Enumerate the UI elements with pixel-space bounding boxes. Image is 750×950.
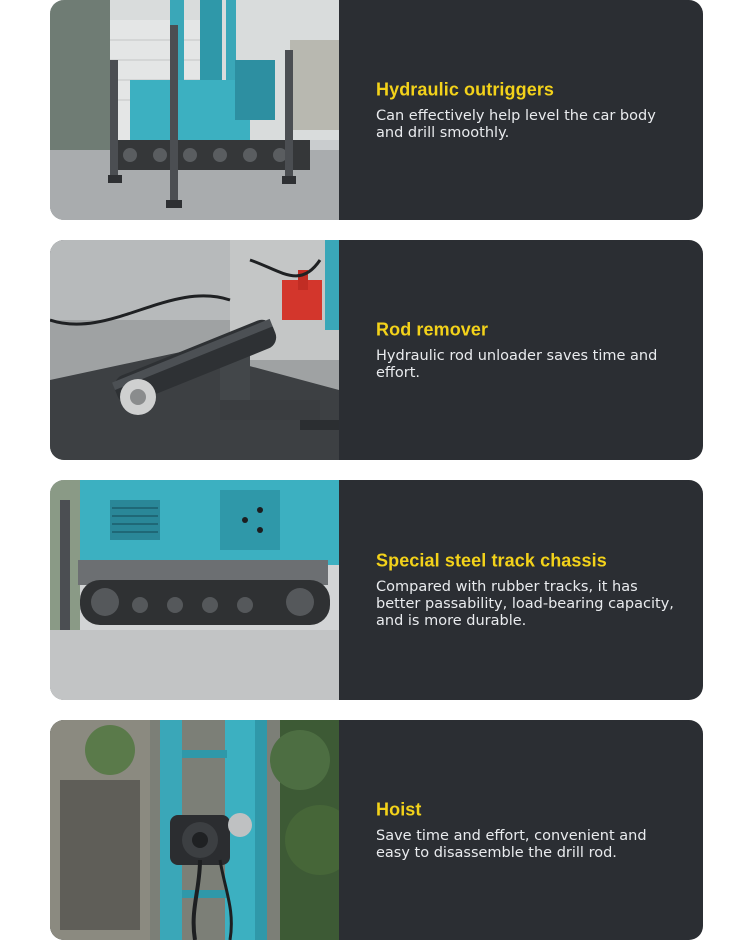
steel-track-chassis-photo (50, 480, 339, 700)
feature-title: Rod remover (376, 317, 489, 339)
feature-card-hoist (50, 720, 703, 940)
feature-card-hydraulic-outriggers (50, 0, 703, 220)
drill-rig-outriggers-photo (50, 0, 339, 220)
feature-card-rod-remover (50, 240, 703, 460)
feature-description: Save time and effort, convenient and easy to disassemble the drill rod. (376, 827, 647, 861)
feature-text (376, 480, 675, 700)
feature-text (376, 720, 675, 940)
feature-title: Hydraulic outriggers (376, 77, 555, 99)
feature-description: Compared with rubber tracks, it has better passability, load-bearing capacity, and is more durable. (376, 579, 674, 629)
feature-title: Hoist (376, 797, 422, 819)
feature-description: Hydraulic rod unloader saves time and effort. (376, 347, 658, 381)
feature-description: Can effectively help level the car body and drill smoothly. (376, 107, 656, 141)
feature-card-steel-track-chassis (50, 480, 703, 700)
feature-text (376, 0, 675, 220)
feature-title: Special steel track chassis (376, 549, 607, 571)
rod-remover-cylinder-photo (50, 240, 339, 460)
hoist-winch-photo (50, 720, 339, 940)
feature-text (376, 240, 675, 460)
